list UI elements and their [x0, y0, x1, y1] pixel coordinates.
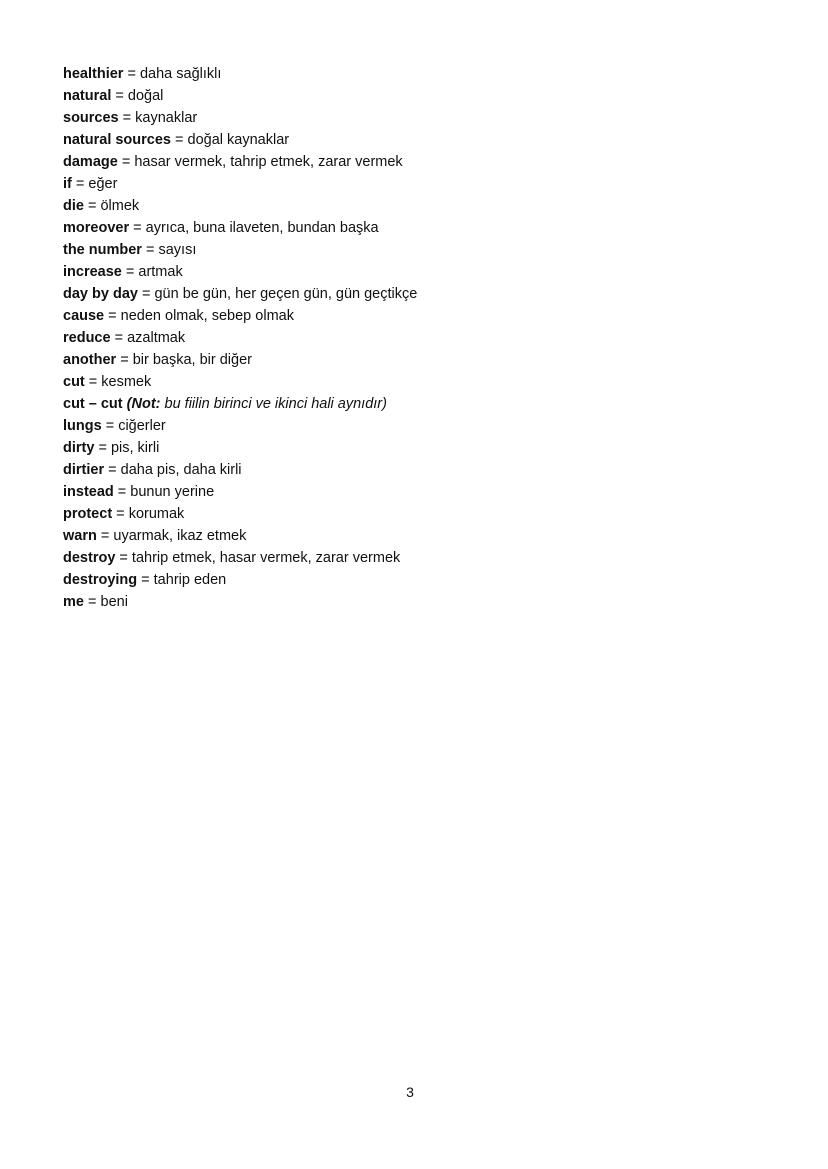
- vocab-term: increase: [63, 264, 122, 280]
- note-text: bu fiilin birinci ve ikinci hali aynıdır): [160, 396, 387, 412]
- vocab-entry: [63, 481, 417, 503]
- vocab-term: die: [63, 198, 84, 214]
- vocab-separator: =: [104, 308, 121, 324]
- vocab-term: me: [63, 594, 84, 610]
- vocab-separator: =: [116, 352, 133, 368]
- vocab-entry: [63, 569, 417, 591]
- vocab-meaning: tahrip etmek, hasar vermek, zarar vermek: [131, 550, 401, 566]
- vocab-separator: =: [71, 176, 89, 192]
- vocab-entry: [63, 107, 417, 129]
- vocab-term: natural sources: [63, 132, 171, 148]
- vocab-separator: =: [137, 286, 155, 302]
- vocab-meaning: kesmek: [101, 374, 152, 390]
- vocab-meaning: sayısı: [158, 242, 197, 258]
- vocab-term: another: [63, 352, 117, 368]
- vocab-term: protect: [63, 506, 113, 522]
- note-open-paren: (: [126, 396, 132, 412]
- vocab-term: dirty: [63, 440, 95, 456]
- vocab-meaning: gün be gün, her geçen gün, gün geçtikçe: [154, 286, 418, 302]
- vocab-entry: [63, 129, 417, 151]
- vocab-separator: =: [123, 66, 140, 82]
- vocab-entry: [63, 415, 417, 437]
- vocab-separator: =: [111, 88, 128, 104]
- vocab-entry: [63, 217, 417, 239]
- vocab-separator: =: [83, 594, 101, 610]
- vocab-separator: =: [115, 550, 132, 566]
- vocab-term: cause: [63, 308, 105, 324]
- vocab-entry: [63, 283, 417, 305]
- vocab-term: healthier: [63, 66, 124, 82]
- vocab-meaning: pis, kirli: [110, 440, 160, 456]
- vocab-entry: [63, 305, 417, 327]
- vocab-meaning: uyarmak, ikaz etmek: [113, 528, 247, 544]
- vocab-meaning: beni: [100, 594, 128, 610]
- vocab-separator: =: [112, 506, 129, 522]
- vocab-meaning: azaltmak: [127, 330, 186, 346]
- grammar-note: [127, 396, 387, 412]
- vocab-separator: =: [94, 440, 111, 456]
- vocab-meaning: tahrip eden: [153, 572, 227, 588]
- vocab-separator: =: [101, 418, 119, 434]
- vocab-meaning: daha pis, daha kirli: [120, 462, 242, 478]
- vocab-meaning: bir başka, bir diğer: [132, 352, 252, 368]
- vocab-entry: [63, 371, 417, 393]
- vocab-term: lungs: [63, 418, 102, 434]
- vocab-separator: =: [117, 154, 135, 170]
- vocab-entry: [63, 239, 417, 261]
- vocab-meaning: hasar vermek, tahrip etmek, zarar vermek: [134, 154, 403, 170]
- vocab-term: day by day: [63, 286, 138, 302]
- vocab-meaning: daha sağlıklı: [139, 66, 222, 82]
- vocab-meaning: ayrıca, buna ilaveten, bundan başka: [145, 220, 379, 236]
- vocab-separator: =: [137, 572, 154, 588]
- vocab-separator: =: [96, 528, 114, 544]
- vocab-separator: =: [110, 330, 128, 346]
- vocab-meaning: ölmek: [100, 198, 140, 214]
- vocab-entry: [63, 85, 417, 107]
- vocab-term: dirtier: [63, 462, 105, 478]
- vocab-term: reduce: [63, 330, 111, 346]
- note-label: Not:: [131, 396, 161, 412]
- vocab-meaning: doğal kaynaklar: [187, 132, 290, 148]
- vocab-meaning: korumak: [128, 506, 185, 522]
- page-number: 3: [406, 1084, 414, 1100]
- vocab-meaning: doğal: [127, 88, 164, 104]
- vocab-entry: [63, 525, 417, 547]
- vocab-separator: =: [171, 132, 188, 148]
- vocab-entry: [63, 591, 417, 613]
- vocab-separator: =: [84, 374, 102, 390]
- vocab-meaning: ciğerler: [118, 418, 166, 434]
- vocab-separator: =: [104, 462, 121, 478]
- vocab-entry: [63, 349, 417, 371]
- vocab-term: destroy: [63, 550, 116, 566]
- vocabulary-list: [63, 63, 417, 613]
- vocab-term: instead: [63, 484, 114, 500]
- vocab-meaning: neden olmak, sebep olmak: [120, 308, 294, 324]
- vocab-entry: [63, 261, 417, 283]
- vocab-entry: [63, 327, 417, 349]
- vocab-term: sources: [63, 110, 119, 126]
- vocab-meaning: bunun yerine: [130, 484, 215, 500]
- vocab-separator: =: [141, 242, 159, 258]
- vocab-entry: [63, 459, 417, 481]
- vocab-term: the number: [63, 242, 142, 258]
- vocab-entry: [63, 437, 417, 459]
- vocab-term: natural: [63, 88, 112, 104]
- vocab-term: warn: [63, 528, 97, 544]
- vocab-separator: =: [113, 484, 131, 500]
- vocab-entry-note: [63, 393, 417, 415]
- vocab-term: damage: [63, 154, 118, 170]
- vocab-term: moreover: [63, 220, 130, 236]
- vocab-entry: [63, 547, 417, 569]
- vocab-meaning: eğer: [88, 176, 118, 192]
- vocab-entry: [63, 63, 417, 85]
- vocab-separator: =: [83, 198, 101, 214]
- vocab-meaning: artmak: [138, 264, 183, 280]
- vocab-separator: =: [121, 264, 139, 280]
- vocab-entry: [63, 151, 417, 173]
- vocab-term: cut – cut: [63, 396, 123, 412]
- vocab-meaning: kaynaklar: [135, 110, 198, 126]
- vocab-term: destroying: [63, 572, 138, 588]
- vocab-entry: [63, 173, 417, 195]
- vocab-entry: [63, 195, 417, 217]
- vocab-term: cut: [63, 374, 85, 390]
- vocab-separator: =: [118, 110, 136, 126]
- vocab-term: if: [63, 176, 72, 192]
- vocab-entry: [63, 503, 417, 525]
- vocab-separator: =: [129, 220, 146, 236]
